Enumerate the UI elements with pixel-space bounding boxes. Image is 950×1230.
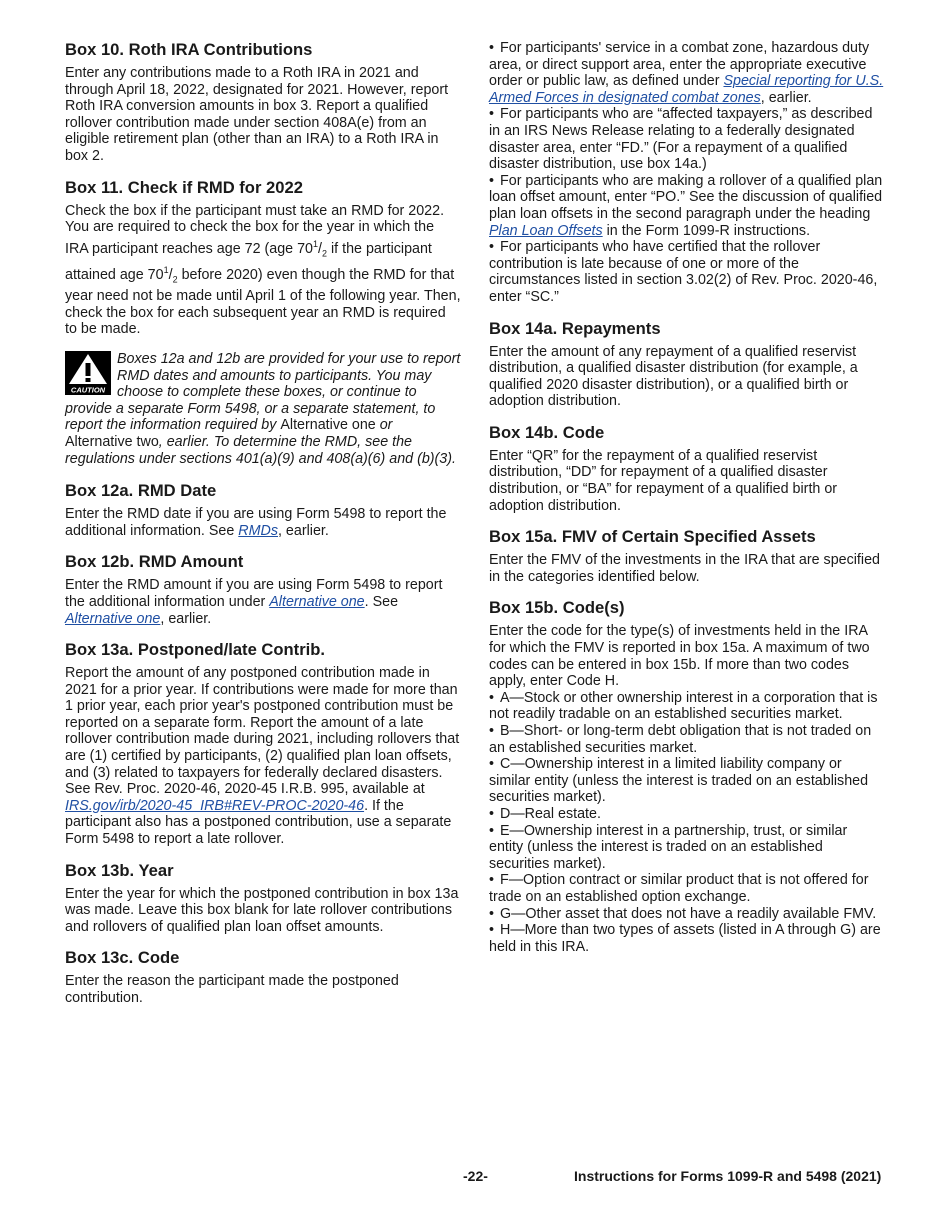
fraction-denominator: 2 (321, 248, 327, 259)
caution-icon (65, 351, 111, 395)
box14a-heading: Box 14a. Repayments (489, 318, 661, 338)
box13b-body: Enter the year for which the postponed contribution in box 13a was made. Leave this box blank for late rollover contributions and rollovers of qualified plan loan offset amounts. (65, 885, 459, 935)
box13c-heading: Box 13c. Code (65, 948, 180, 968)
box12b-text-b: . See (364, 593, 399, 610)
box15a-heading: Box 15a. FMV of Certain Specified Assets (489, 527, 816, 547)
box12b-heading: Box 12b. RMD Amount (65, 552, 244, 572)
code-po-text-b: in the Form 1099-R instructions. (602, 222, 811, 239)
box11-section (65, 178, 461, 338)
box15b-section (489, 598, 885, 955)
box12b-text-a: Enter the RMD amount if you are using Form 5498 to report the additional information under (65, 577, 443, 610)
caution-alt-two: Alternative two (65, 433, 159, 450)
list-item: • C—Ownership interest in a limited liability company or similar entity (unless the interest is traded on an established securities market). (489, 756, 885, 806)
box14b-section (489, 423, 885, 514)
box12a-heading: Box 12a. RMD Date (65, 481, 217, 501)
box12a-text-a: Enter the RMD date if you are using Form 5498 to report the additional information. See (65, 506, 447, 539)
code-combat-zone (489, 40, 885, 106)
box13c-section (65, 948, 461, 1006)
alternative-one-link[interactable]: Alternative one (65, 610, 161, 627)
plan-loan-offsets-link[interactable]: Plan Loan Offsets (489, 222, 603, 239)
box15b-body: Enter the code for the type(s) of investments held in the IRA for which the FMV is reported in box 15a. A maximum of two codes can be entered in box 15b. If more than two codes apply, enter Code H. (489, 623, 870, 690)
box10-heading: Box 10. Roth IRA Contributions (65, 40, 313, 59)
code-po-text-a: For participants who are making a rollover of a qualified plan loan offset amount, enter “PO.” See the discussion of qualified plan loan offsets in the second paragraph under the heading (489, 172, 883, 222)
code-combat-text-a: For participants' service in a combat zone, hazardous duty area, or direct support area, enter the appropriate executive order or public law, as defined under (489, 40, 870, 90)
list-item: • D—Real estate. (489, 806, 885, 823)
box13c-codes (489, 40, 885, 306)
left-column (65, 40, 461, 1020)
caution-text-a: Boxes 12a and 12b are provided for your use to report RMD dates and amounts to participants. You may choose to complete these boxes, or continue to provide a separate Form 5498, or a separate statement, to report the information required by (65, 350, 461, 434)
fraction-numerator: 1 (163, 264, 169, 275)
combat-zone-link[interactable]: Special reporting for U.S. Armed Forces in designated combat zones (489, 73, 884, 106)
alternative-one-link[interactable]: Alternative one (269, 593, 365, 610)
list-item: • B—Short- or long-term debt obligation that is not traded on an established securities market. (489, 723, 885, 756)
box14a-body: Enter the amount of any repayment of a qualified reservist distribution, a qualified disaster distribution (for example, a qualified 2020 disaster distribution), or a qualified birth or adoption distribution. (489, 343, 858, 410)
box14b-heading: Box 14b. Code (489, 422, 605, 442)
box13a-text-b: . If the participant also has a postponed contribution, use a separate Form 5498 to report a late rollover. (65, 797, 452, 848)
box12b-text-c: , earlier. (160, 610, 212, 627)
box12b-section (65, 552, 461, 627)
fraction-denominator: 2 (172, 274, 178, 285)
code-fd: • For participants who are “affected taxpayers,” as described in an IRS News Release relating to a federally designated disaster area, enter “FD.” (For a repayment of a qualified disaster distribution, use box 14a.) (489, 106, 885, 172)
rmds-link[interactable]: RMDs (238, 522, 278, 539)
caution-note (65, 351, 461, 467)
box12a-section (65, 481, 461, 539)
box10-body: Enter any contributions made to a Roth IRA in 2021 and through April 18, 2022, designated for 2021. However, report Roth IRA conversion amounts in box 3. Report a qualified rollover contribution made under section 408A(e) from an eligible retirement plan (other than an IRA) to a Roth IRA in box 2. (65, 65, 449, 164)
box13a-heading: Box 13a. Postponed/late Contrib. (65, 640, 326, 660)
list-item: • H—More than two types of assets (listed in A through G) are held in this IRA. (489, 922, 885, 955)
box15a-section (489, 527, 885, 585)
fraction-numerator: 1 (312, 238, 318, 249)
box11-body: Check the box if the participant must take an RMD for 2022. You are required to check the box for the year in which the IRA participant reaches age 72 (age $70^1/_2$ if the participant attained age $70^1/_2$ before 2020) even though the RMD for that year need not be made until April 1 of the following year. Then, check the box for each subsequent year an RMD is required to be made. (65, 202, 461, 338)
box11-body-c: before 2020) even though the RMD for that year need not be made until April 1 of the following year. Then, check the box for each subsequent year an RMD is required to be made. (65, 266, 461, 338)
box15a-body: Enter the FMV of the investments in the IRA that are specified in the categories identified below. (489, 552, 880, 585)
page-number: -22- (463, 1168, 488, 1184)
list-item: • E—Ownership interest in a partnership, trust, or similar entity (unless the interest is traded on an established securities market). (489, 823, 885, 873)
code-po (489, 173, 885, 239)
box13a-section (65, 640, 461, 848)
box13a-body (65, 665, 461, 848)
caution-icon-label: CAUTION (70, 385, 106, 395)
box13b-section (65, 861, 461, 936)
caution-alt-one: Alternative one (280, 417, 376, 434)
box11-body-b: if the participant attained age 70 (65, 240, 432, 283)
list-item: • G—Other asset that does not have a readily available FMV. (489, 906, 885, 923)
box14a-section (489, 319, 885, 410)
code-sc: • For participants who have certified that the rollover contribution is late because of one or more of the circumstances listed in section 3.02(2) of Rev. Proc. 2020-46, enter “SC.” (489, 239, 885, 305)
box14b-body: Enter “QR” for the repayment of a qualified reservist distribution, “DD” for repayment of a qualified disaster distribution, or “BA” for repayment of a qualified birth or adoption distribution. (489, 447, 838, 514)
box15b-heading: Box 15b. Code(s) (489, 598, 625, 618)
box13b-heading: Box 13b. Year (65, 860, 174, 880)
box13c-body: Enter the reason the participant made the postponed contribution. (65, 973, 399, 1006)
list-item: • F—Option contract or similar product that is not offered for trade on an established option exchange. (489, 872, 885, 905)
irb-link[interactable]: IRS.gov/irb/2020-45_IRB#REV-PROC-2020-46 (65, 797, 365, 814)
box12a-body (65, 506, 461, 539)
box12a-text-b: , earlier. (277, 522, 329, 539)
box10-section (65, 40, 461, 165)
list-item: • A—Stock or other ownership interest in a corporation that is not readily tradable on an established securities market. (489, 690, 885, 723)
caution-text-b: or (375, 417, 393, 434)
box11-body-a: Check the box if the participant must take an RMD for 2022. You are required to check the box for the year in which the IRA participant reaches age 72 (age 70 (65, 202, 445, 257)
caution-text-c: , earlier. To determine the RMD, see the regulations under sections 401(a)(9) and 408(a)(6) and (b)(3). (65, 433, 456, 467)
right-column (489, 40, 885, 968)
document-title: Instructions for Forms 1099-R and 5498 (2021) (574, 1168, 882, 1184)
code-combat-text-b: , earlier. (760, 89, 812, 106)
box11-heading: Box 11. Check if RMD for 2022 (65, 177, 303, 197)
box13a-text-a: Report the amount of any postponed contribution made in 2021 for a prior year. If contributions were made for more than 1 prior year, each prior year's postponed contribution must be reported on a separate form. Report the amount of a late rollover contribution made during 2021, including rollovers that are (1) certified by participants, (2) qualified plan loan offsets, and (3) related to taxpayers for federally declared disasters. See Rev. Proc. 2020-46, 2020-45 I.R.B. 995, available at (65, 665, 460, 798)
box12b-body (65, 577, 461, 627)
